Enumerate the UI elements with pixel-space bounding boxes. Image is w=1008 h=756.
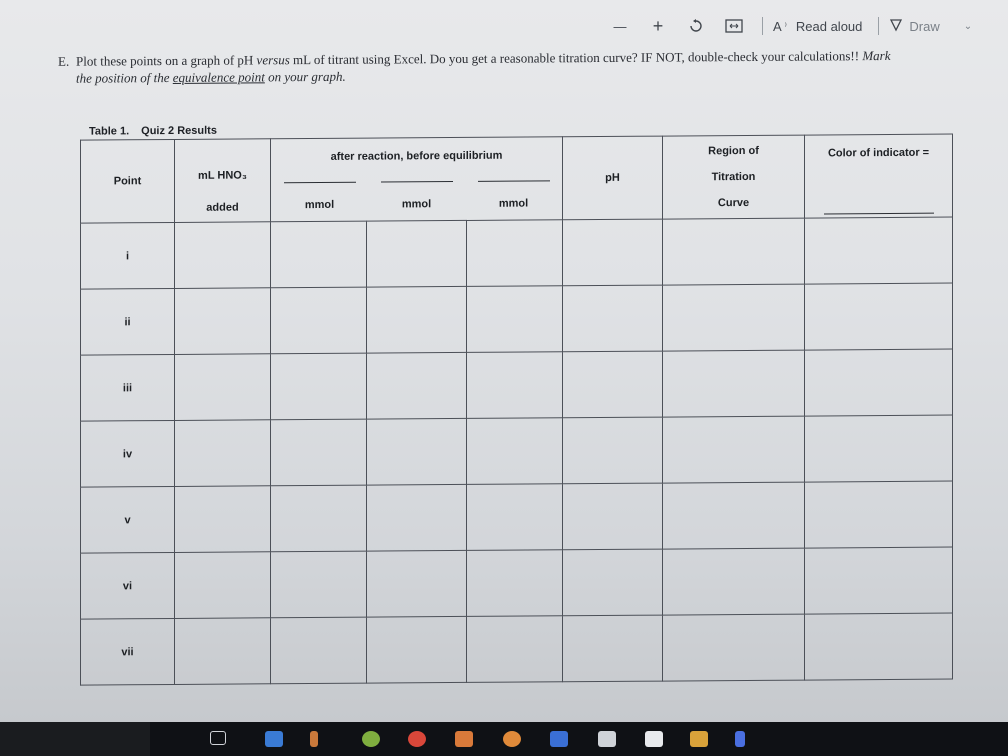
table-cell[interactable] bbox=[563, 549, 663, 616]
species-blank-2[interactable] bbox=[381, 180, 453, 183]
row-point-label: vii bbox=[81, 618, 175, 685]
table-cell[interactable] bbox=[805, 349, 953, 416]
task-view-icon[interactable] bbox=[210, 731, 226, 745]
table-cell[interactable] bbox=[805, 283, 953, 350]
table-cell[interactable] bbox=[271, 221, 367, 288]
table-cell[interactable] bbox=[271, 353, 367, 420]
table-cell[interactable] bbox=[563, 285, 663, 352]
table-cell[interactable] bbox=[563, 417, 663, 484]
species-blank-1[interactable] bbox=[284, 181, 356, 184]
instruction-mark-text: Mark the position of the bbox=[76, 47, 891, 86]
table-cell[interactable] bbox=[563, 351, 663, 418]
read-aloud-icon: A bbox=[773, 18, 782, 34]
row-point-label: i bbox=[81, 222, 175, 289]
instruction-label: E. bbox=[58, 53, 70, 69]
table-cell[interactable] bbox=[805, 547, 953, 614]
table-row bbox=[81, 349, 953, 421]
table-row bbox=[81, 547, 953, 619]
app-icon[interactable] bbox=[550, 731, 568, 747]
table-caption bbox=[89, 125, 217, 138]
table-cell[interactable] bbox=[467, 220, 563, 287]
zoom-in-button[interactable]: + bbox=[652, 15, 664, 36]
read-aloud-waves-icon: ⁾ bbox=[784, 20, 787, 31]
row-point-label: v bbox=[81, 486, 175, 553]
table-cell[interactable] bbox=[805, 217, 953, 284]
instructions bbox=[58, 47, 896, 87]
header-ml-hno3 bbox=[175, 139, 271, 223]
table-cell[interactable] bbox=[175, 288, 271, 355]
header-titration: Titration bbox=[711, 170, 756, 184]
row-point-label: iv bbox=[81, 420, 175, 487]
header-region-of: Region of bbox=[708, 144, 759, 158]
document-page bbox=[28, 34, 948, 722]
table-row bbox=[81, 613, 953, 685]
header-curve: Curve bbox=[717, 196, 750, 210]
instruction-text-mid: mL of titrant using Excel. Do you get a reasonable titration curve? IF NOT, double-check your calculations!! bbox=[289, 48, 863, 68]
table-caption-title: Quiz 2 Results bbox=[141, 124, 217, 138]
table-row bbox=[81, 481, 953, 553]
header-after-reaction bbox=[271, 137, 563, 222]
header-indicator-color bbox=[805, 134, 953, 218]
table-row bbox=[81, 415, 953, 487]
app-icon[interactable] bbox=[310, 731, 318, 747]
draw-label: Draw bbox=[909, 18, 940, 34]
table-cell[interactable] bbox=[805, 415, 953, 482]
header-added-label: added bbox=[206, 201, 239, 214]
table-cell[interactable] bbox=[663, 284, 805, 351]
taskbar-left bbox=[0, 722, 150, 756]
row-point-label: vi bbox=[81, 552, 175, 619]
table-cell[interactable] bbox=[467, 550, 563, 617]
table-cell[interactable] bbox=[271, 485, 367, 552]
table-cell[interactable] bbox=[467, 418, 563, 485]
table-cell[interactable] bbox=[467, 484, 563, 551]
header-point bbox=[81, 139, 175, 223]
table-cell[interactable] bbox=[367, 220, 467, 287]
table-cell[interactable] bbox=[175, 618, 271, 685]
indicator-blank[interactable] bbox=[824, 212, 934, 215]
table-cell[interactable] bbox=[175, 486, 271, 553]
mail-icon[interactable] bbox=[690, 731, 708, 747]
skype-icon[interactable] bbox=[503, 731, 521, 747]
header-indicator-color-label: Color of indicator = bbox=[827, 146, 930, 160]
table-cell[interactable] bbox=[175, 420, 271, 487]
header-point-label: Point bbox=[113, 175, 142, 188]
table-cell[interactable] bbox=[563, 615, 663, 682]
table-cell[interactable] bbox=[175, 222, 271, 289]
instruction-equivalence-point: equivalence point bbox=[172, 69, 265, 85]
app-icon[interactable] bbox=[598, 731, 616, 747]
header-after-reaction-label: after reaction, before equilibrium bbox=[330, 149, 503, 163]
app-icon[interactable] bbox=[455, 731, 473, 747]
table-cell[interactable] bbox=[367, 484, 467, 551]
table-caption-label: Table 1. bbox=[89, 125, 130, 138]
table-cell[interactable] bbox=[805, 481, 953, 548]
table-cell[interactable] bbox=[663, 548, 805, 615]
header-ph-label: pH bbox=[605, 171, 620, 184]
table-cell[interactable] bbox=[271, 419, 367, 486]
zoom-out-button[interactable]: — bbox=[613, 18, 627, 34]
table-cell[interactable] bbox=[367, 352, 467, 419]
header-ph bbox=[563, 136, 663, 220]
toolbar-divider bbox=[762, 17, 763, 35]
header-mmol-3: mmol bbox=[498, 197, 529, 210]
table-cell[interactable] bbox=[663, 350, 805, 417]
table-cell[interactable] bbox=[467, 352, 563, 419]
app-icon[interactable] bbox=[735, 731, 745, 747]
table-cell[interactable] bbox=[663, 218, 805, 285]
read-aloud-label: Read aloud bbox=[795, 18, 863, 34]
table-row bbox=[81, 217, 953, 289]
table-cell[interactable] bbox=[367, 286, 467, 353]
windows-icon[interactable] bbox=[265, 731, 283, 747]
table-cell[interactable] bbox=[367, 418, 467, 485]
header-mmol-1: mmol bbox=[304, 198, 335, 212]
table-cell[interactable] bbox=[367, 616, 467, 683]
table-header-row bbox=[81, 134, 953, 223]
instruction-versus: versus bbox=[256, 52, 290, 68]
table-cell[interactable] bbox=[175, 354, 271, 421]
table-cell[interactable] bbox=[271, 617, 367, 684]
table-cell[interactable] bbox=[805, 613, 953, 680]
header-region bbox=[663, 135, 805, 219]
toolbar-divider bbox=[878, 17, 879, 35]
header-mmol-2: mmol bbox=[401, 198, 432, 211]
table-cell[interactable] bbox=[467, 616, 563, 683]
table-cell[interactable] bbox=[271, 551, 367, 618]
table-cell[interactable] bbox=[367, 550, 467, 617]
table-cell[interactable] bbox=[563, 483, 663, 550]
species-blank-3[interactable] bbox=[478, 179, 550, 182]
draw-icon bbox=[889, 18, 903, 35]
row-point-label: iii bbox=[81, 354, 175, 421]
taskbar bbox=[0, 722, 1008, 756]
app-icon[interactable] bbox=[362, 731, 380, 747]
instruction-text-start: Plot these points on a graph of pH bbox=[76, 52, 257, 69]
chrome-icon[interactable] bbox=[408, 731, 426, 747]
table-cell[interactable] bbox=[175, 552, 271, 619]
header-ml-hno3-label: mL HNO₃ bbox=[198, 169, 247, 182]
table-cell[interactable] bbox=[563, 219, 663, 286]
table-cell[interactable] bbox=[663, 416, 805, 483]
table-cell[interactable] bbox=[271, 287, 367, 354]
instruction-on-graph: on your graph. bbox=[264, 68, 346, 85]
dropbox-icon[interactable] bbox=[645, 731, 663, 747]
table-cell[interactable] bbox=[663, 482, 805, 549]
table-row bbox=[81, 283, 953, 355]
row-point-label: ii bbox=[81, 288, 175, 355]
chevron-down-icon[interactable]: ⌄ bbox=[963, 20, 973, 32]
results-table bbox=[80, 134, 953, 686]
table-cell[interactable] bbox=[467, 286, 563, 353]
table-cell[interactable] bbox=[663, 614, 805, 681]
